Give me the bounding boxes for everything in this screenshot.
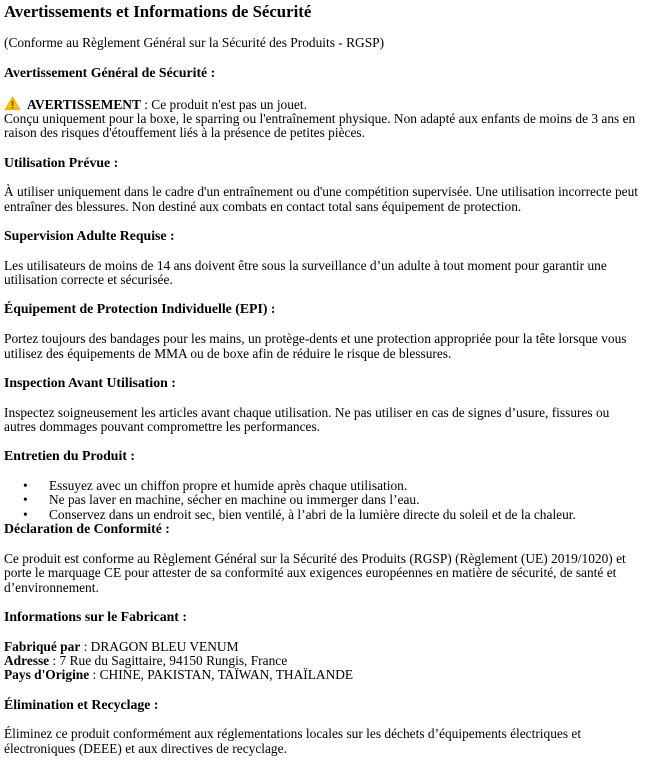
maintenance-list: [4, 479, 641, 522]
origin-value: : CHINE, PAKISTAN, TAÏWAN, THAÏLANDE: [89, 667, 354, 683]
manufacturer-value: : DRAGON BLEU VENUM: [80, 638, 239, 654]
list-item: • Conservez dans un endroit sec, bien ventilé, à l’abri de la lumière directe du soleil et de la chaleur.: [4, 508, 641, 522]
section-heading-ppe: Équipement de Protection Individuelle (EPI) :: [4, 301, 276, 317]
manufacturer-label: Fabriqué par: [4, 638, 81, 654]
adult-supervision-paragraph: Les utilisateurs de moins de 14 ans doivent être sous la surveillance d’un adulte à tout moment pour garantir une utilisation correcte et sécurisée.: [4, 257, 607, 288]
list-item: • Ne pas laver en machine, sécher en machine ou immerger dans l’eau.: [4, 493, 641, 507]
list-item: • Essuyez avec un chiffon propre et humide après chaque utilisation.: [4, 479, 641, 493]
section-heading-adult-supervision: Supervision Adulte Requise :: [4, 228, 175, 244]
subtitle: (Conforme au Règlement Général sur la Sécurité des Produits - RGSP): [4, 35, 385, 51]
section-heading-recycling: Élimination et Recyclage :: [4, 696, 159, 712]
recycling-paragraph: Éliminez ce produit conformément aux réglementations locales sur les déchets d’équipements électriques et électroniques (DEEE) et aux directives de recyclage.: [4, 726, 582, 756]
general-warning-body: Conçu uniquement pour la boxe, le sparring ou l'entraînement physique. Non adapté aux enfants de moins de 3 ans en raison des risques d'étouffement liés à la présence de petites pièces.: [4, 110, 636, 141]
section-heading-maintenance: Entretien du Produit :: [4, 448, 135, 464]
address-label: Adresse: [4, 653, 50, 668]
conformity-paragraph: Ce produit est conforme au Règlement Général sur la Sécurité des Produits (RGSP) (Règlement (UE) 2019/1020) et porte le marquage CE pour attester de sa conformité aux exigences européennes en matière de sécurité, de santé et d’environnement.: [4, 550, 626, 595]
page-title: Avertissements et Informations de Sécurité: [4, 2, 312, 21]
general-warning-paragraph: [4, 96, 641, 141]
section-heading-manufacturer: Informations sur le Fabricant :: [4, 608, 187, 624]
section-heading-intended-use: Utilisation Prévue :: [4, 154, 119, 170]
section-heading-conformity: Déclaration de Conformité :: [4, 521, 170, 537]
manufacturer-info: [4, 640, 641, 683]
intended-use-paragraph: À utiliser uniquement dans le cadre d'un entraînement ou d'une compétition supervisée. Une utilisation incorrecte peut entraîner des blessures. Non destiné aux combats en contact total sans équipement de protection.: [4, 184, 638, 214]
origin-label: Pays d'Origine: [4, 667, 90, 683]
warning-statement: : Ce produit n'est pas un jouet.: [140, 96, 307, 112]
section-heading-inspection: Inspection Avant Utilisation :: [4, 374, 176, 390]
address-value: : 7 Rue du Sagittaire, 94150 Rungis, France: [49, 653, 288, 668]
warning-triangle-icon: [4, 96, 21, 111]
warning-label: AVERTISSEMENT: [27, 96, 141, 112]
inspection-paragraph: Inspectez soigneusement les articles avant chaque utilisation. Ne pas utiliser en cas de signes d’usure, fissures ou autres dommages pouvant compromettre les performances.: [4, 404, 610, 434]
ppe-paragraph: Portez toujours des bandages pour les mains, un protège-dents et une protection appropriée pour la tête lorsque vous utilisez des équipements de MMA ou de boxe afin de réduire le risque de blessures.: [4, 331, 627, 361]
section-heading-general-warning: Avertissement Général de Sécurité :: [4, 64, 216, 80]
